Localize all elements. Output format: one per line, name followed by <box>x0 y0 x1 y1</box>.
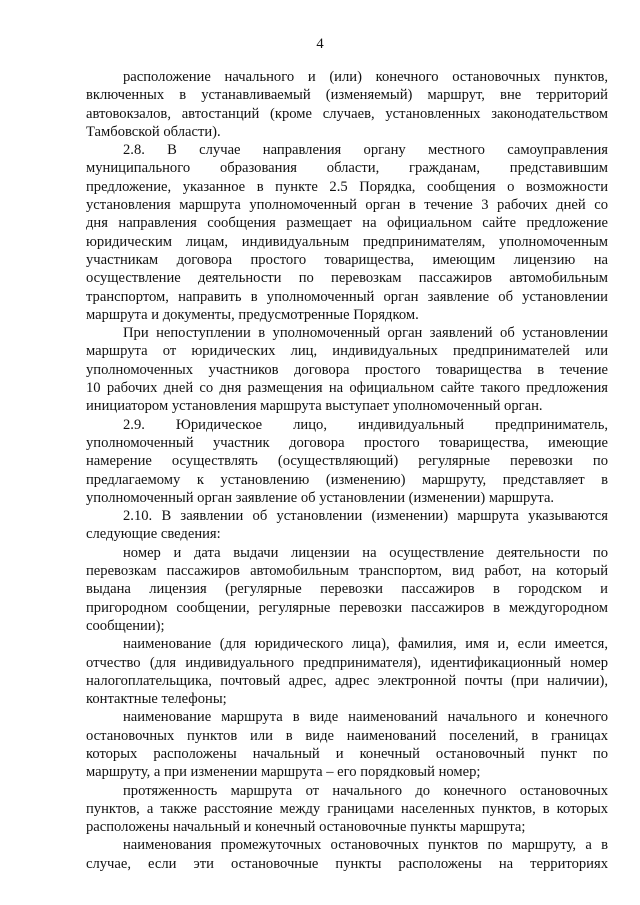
text-line: включенных в устанавливаемый (изменяемый) маршрут, вне территорий <box>86 87 608 104</box>
text-line: маршруту, а при изменении маршрута – его порядковый номер; <box>86 764 481 781</box>
text-line: уполномоченных участников договора простого товарищества в течение <box>86 361 608 378</box>
text-line: намерение осуществлять (осуществляющий) регулярные перевозки по <box>86 453 608 470</box>
text-line: уполномоченный орган заявление об установлении (изменении) маршрута. <box>86 489 555 506</box>
text-line: случае, если эти остановочные пункты расположены на территориях <box>86 855 608 872</box>
text-line: контактные телефоны; <box>86 691 227 708</box>
text-line: транспортом, направить в уполномоченный орган заявление об установлении <box>86 288 608 305</box>
text-line: налогоплательщика, почтовый адрес, адрес электронной почты (при наличии), <box>86 672 608 689</box>
text-line: 2.8. В случае направления органу местного самоуправления <box>123 142 608 159</box>
text-line: наименования промежуточных остановочных пунктов по маршруту, а в <box>123 837 608 854</box>
page-number: 4 <box>316 36 324 52</box>
text-line: автовокзалов, автостанций (кроме случаев, установленных законодательством <box>86 105 608 122</box>
text-line: протяженность маршрута от начального до конечного остановочных <box>123 782 608 799</box>
text-line: 10 рабочих дней со дня размещения на официальном сайте такого предложения <box>86 380 608 397</box>
text-line: остановочных пунктов или в виде наименований поселений, в границах <box>86 727 608 744</box>
text-line: отчество (для индивидуального предпринимателя), идентификационный номер <box>86 654 608 671</box>
text-line: номер и дата выдачи лицензии на осуществление деятельности по <box>123 544 608 561</box>
text-line: пунктов, а также расстояние между границами населенных пунктов, в которых <box>86 800 608 817</box>
text-line: юридическим лицам, индивидуальным предпринимателям, уполномоченным <box>86 233 608 250</box>
text-line: сообщении); <box>86 617 165 634</box>
text-line: установления маршрута уполномоченный орган в течение 3 рабочих дней со <box>86 197 608 214</box>
text-line: маршрута от юридических лиц, индивидуальных предпринимателей или <box>86 343 608 360</box>
document-body <box>86 68 608 873</box>
text-line: следующие сведения: <box>86 526 221 543</box>
text-line: перевозкам пассажиров автомобильным транспортом, вид работ, на который <box>86 563 608 580</box>
text-line: расположение начального и (или) конечного остановочных пунктов, <box>123 69 608 85</box>
text-line: наименование маршрута в виде наименований начального и конечного <box>123 709 608 726</box>
text-line: осуществление деятельности по перевозкам пассажиров автомобильным <box>86 270 608 287</box>
text-line: уполномоченный участник договора простого товарищества, имеющие <box>86 434 608 451</box>
text-line: предложение, указанное в пункте 2.5 Порядка, сообщения о возможности <box>86 178 608 195</box>
text-line: наименование (для юридического лица), фамилия, имя и, если имеется, <box>123 636 608 653</box>
text-line: выдана лицензия (регулярные перевозки пассажиров в городском и <box>86 581 608 598</box>
text-line: дня направления сообщения размещает на официальном сайте предложение <box>86 215 608 232</box>
text-line: 2.9. Юридическое лицо, индивидуальный предприниматель, <box>123 416 608 433</box>
text-line: расположены начальный и конечный остановочные пункты маршрута; <box>86 819 526 836</box>
text-line: Тамбовской области). <box>86 123 221 140</box>
text-line: которых расположены начальный и конечный остановочный пункт по <box>86 745 608 762</box>
text-line: При непоступлении в уполномоченный орган заявлений об установлении <box>123 325 608 342</box>
text-line: 2.10. В заявлении об установлении (изменении) маршрута указываются <box>123 508 608 525</box>
text-line: маршрута и документы, предусмотренные Порядком. <box>86 306 419 323</box>
text-line: инициатором установления маршрута выступает уполномоченный орган. <box>86 398 543 415</box>
text-line: пригородном сообщении, регулярные перевозки пассажиров в междугородном <box>86 599 608 616</box>
text-line: предлагаемому к установлению (изменению) маршруту, представляет в <box>86 471 608 488</box>
text-line: муниципального образования области, гражданам, представившим <box>86 160 608 177</box>
text-line: участникам договора простого товарищества, имеющим лицензию на <box>86 251 608 268</box>
